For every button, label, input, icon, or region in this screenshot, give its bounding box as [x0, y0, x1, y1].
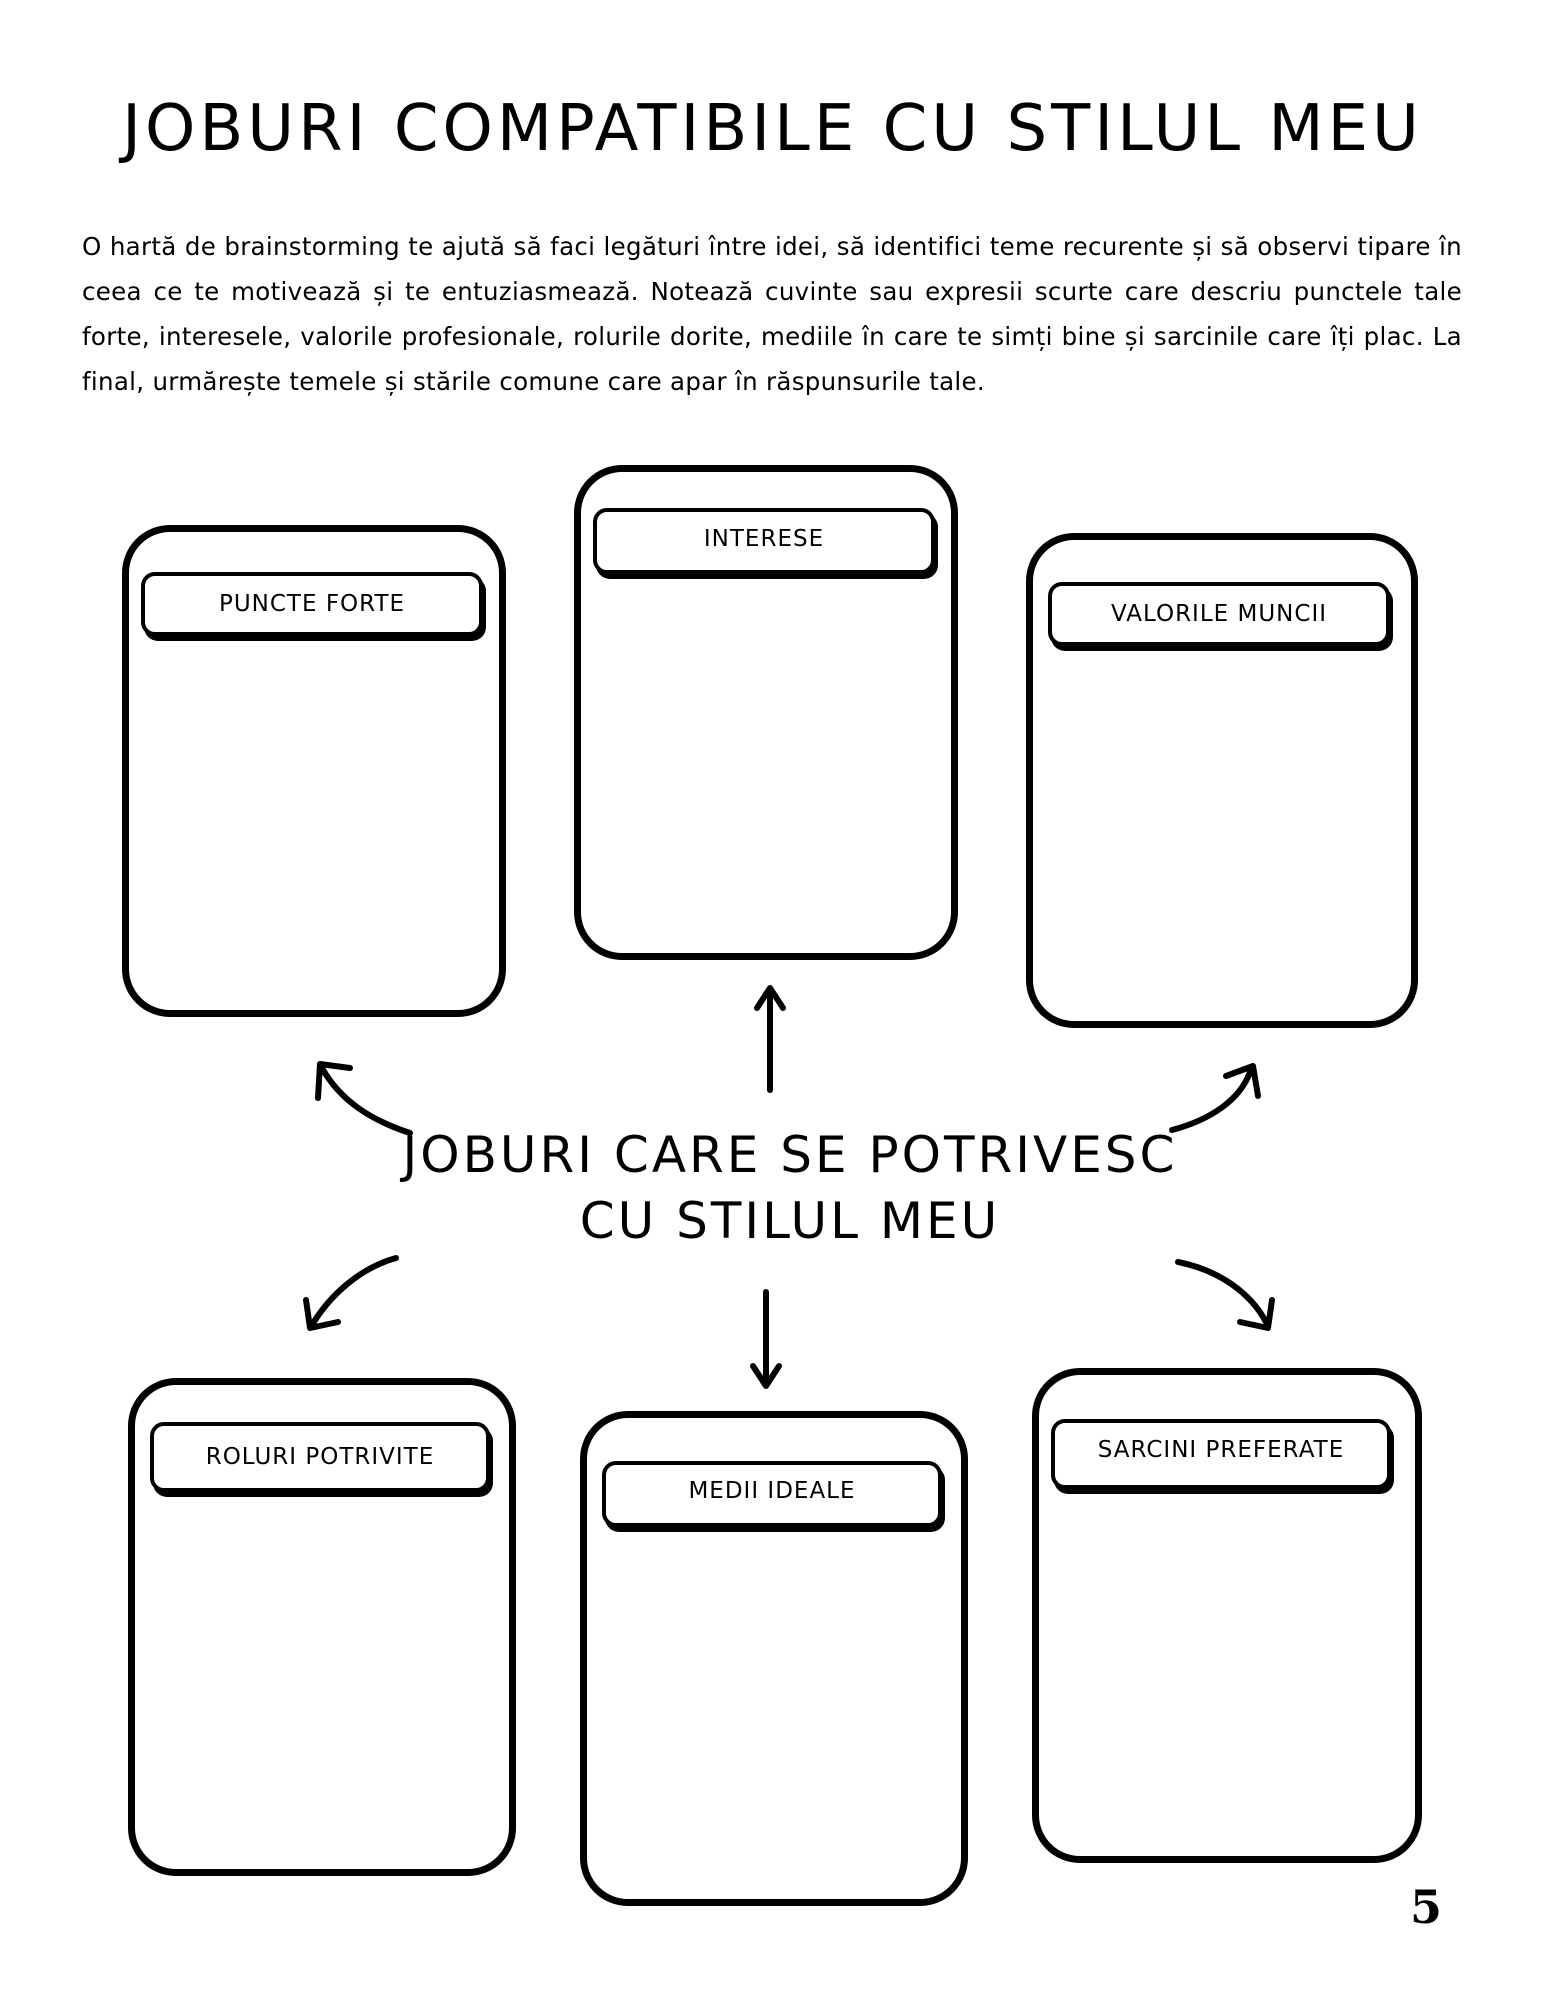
- label-roluri-potrivite: ROLURI POTRIVITE: [150, 1422, 490, 1492]
- center-label-line1: JOBURI CARE SE POTRIVESC: [402, 1126, 1178, 1184]
- page-number: 5: [1410, 1880, 1443, 1934]
- label-puncte-forte: PUNCTE FORTE: [141, 572, 483, 636]
- arrow-lower-right-sarcini-preferate: [1178, 1262, 1272, 1328]
- page-title: JOBURI COMPATIBILE CU STILUL MEU: [122, 92, 1423, 166]
- intro-paragraph: O hartă de brainstorming te ajută să faci legături între idei, să identifici teme recurente și să observi tipare în ceea ce te motivează și te entuziasmează. Notează cuvinte sau expresii scurte care descriu punctele tale forte, interesele, valorile profesionale, rolurile dorite, mediile în care te simți bine și sarcinile care îți plac. La final, urmărește temele și stările comune care apar în răspunsurile tale.: [82, 232, 1462, 396]
- arrow-up-interese: [757, 988, 783, 1090]
- center-label-line2: CU STILUL MEU: [579, 1192, 1001, 1250]
- arrow-upper-right-valorile-muncii: [1172, 1066, 1258, 1130]
- arrow-lower-left-roluri-potrivite: [306, 1258, 396, 1328]
- label-valorile-muncii: VALORILE MUNCII: [1048, 582, 1390, 646]
- label-interese: INTERESE: [593, 508, 935, 574]
- label-medii-ideale: MEDII IDEALE: [602, 1461, 942, 1527]
- arrow-upper-left-puncte-forte: [318, 1064, 410, 1133]
- arrow-down-medii-ideale: [753, 1292, 779, 1386]
- label-sarcini-preferate: SARCINI PREFERATE: [1051, 1419, 1391, 1489]
